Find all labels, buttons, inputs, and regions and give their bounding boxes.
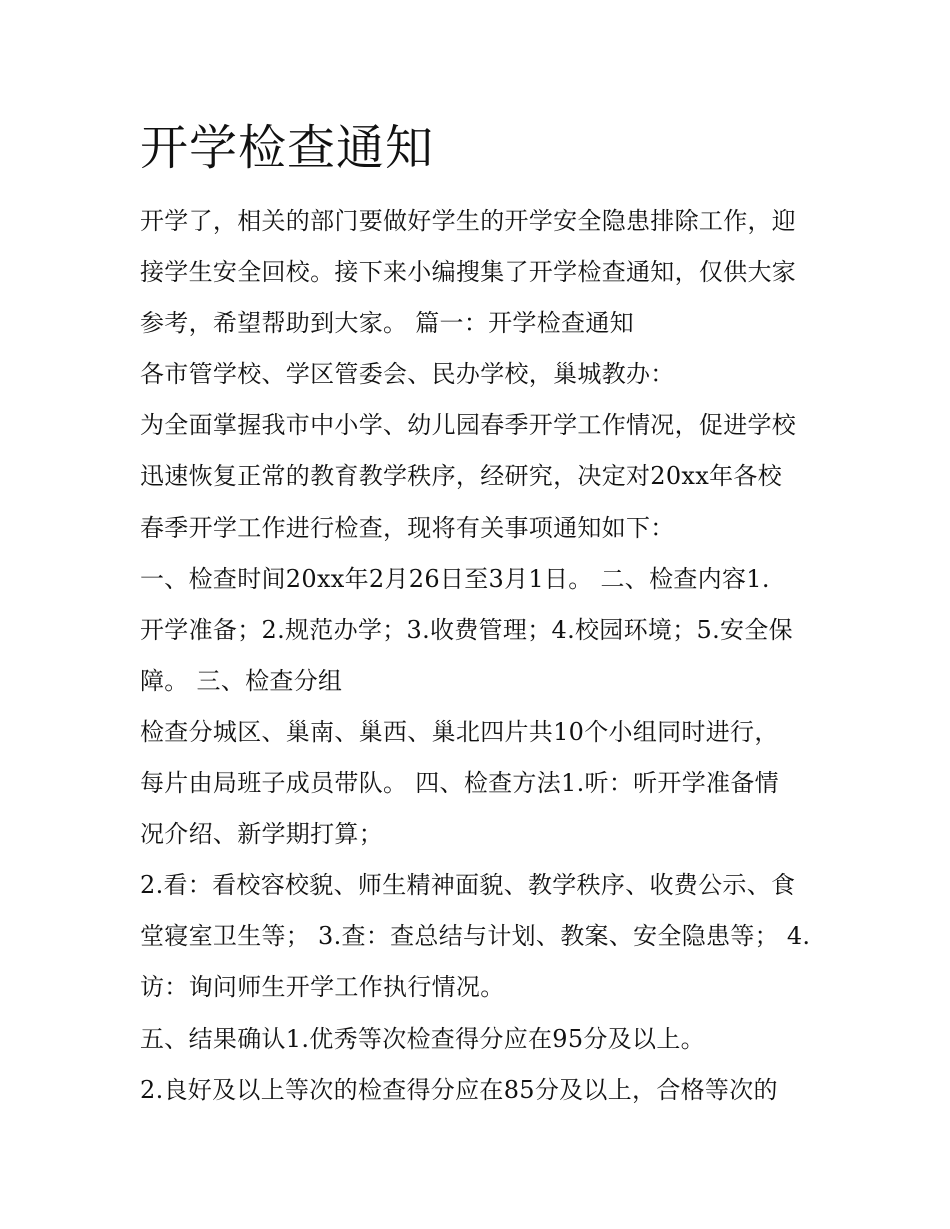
body-line-6: 迅速恢复正常的教育教学秩序，经研究，决定对20xx年各校 bbox=[140, 462, 783, 491]
body-line-17: 五、结果确认1.优秀等次检查得分应在95分及以上。 bbox=[140, 1024, 705, 1053]
document-title: 开学检查通知 bbox=[140, 120, 435, 176]
body-line-2: 接学生安全回校。接下来小编搜集了开学检查通知，仅供大家 bbox=[140, 258, 797, 287]
body-line-11: 检查分城区、巢南、巢西、巢北四片共10个小组同时进行， bbox=[140, 717, 779, 746]
body-line-18: 2.良好及以上等次的检查得分应在85分及以上，合格等次的 bbox=[140, 1075, 778, 1104]
body-line-16: 访：询问师生开学工作执行情况。 bbox=[140, 973, 505, 1002]
body-line-13: 况介绍、新学期打算； bbox=[140, 820, 383, 849]
body-line-3: 参考，希望帮助到大家。 篇一：开学检查通知 bbox=[140, 309, 634, 338]
body-line-12: 每片由局班子成员带队。 四、检查方法1.听：听开学准备情 bbox=[140, 769, 779, 798]
body-line-7: 春季开学工作进行检查，现将有关事项通知如下： bbox=[140, 513, 675, 542]
body-line-5: 为全面掌握我市中小学、幼儿园春季开学工作情况，促进学校 bbox=[140, 411, 797, 440]
body-line-10: 障。 三、检查分组 bbox=[140, 666, 343, 695]
body-line-9: 开学准备；2.规范办学；3.收费管理；4.校园环境；5.安全保 bbox=[140, 615, 793, 644]
body-line-14: 2.看：看校容校貌、师生精神面貌、教学秩序、收费公示、食 bbox=[140, 871, 796, 900]
document-body bbox=[140, 196, 820, 1116]
body-line-4: 各市管学校、学区管委会、民办学校，巢城教办： bbox=[140, 360, 675, 389]
body-line-8: 一、检查时间20xx年2月26日至3月1日。 二、检查内容1. bbox=[140, 564, 770, 593]
body-line-15: 堂寝室卫生等； 3.查：查总结与计划、教案、安全隐患等； 4. bbox=[140, 922, 811, 951]
body-line-1: 开学了，相关的部门要做好学生的开学安全隐患排除工作，迎 bbox=[140, 207, 797, 235]
